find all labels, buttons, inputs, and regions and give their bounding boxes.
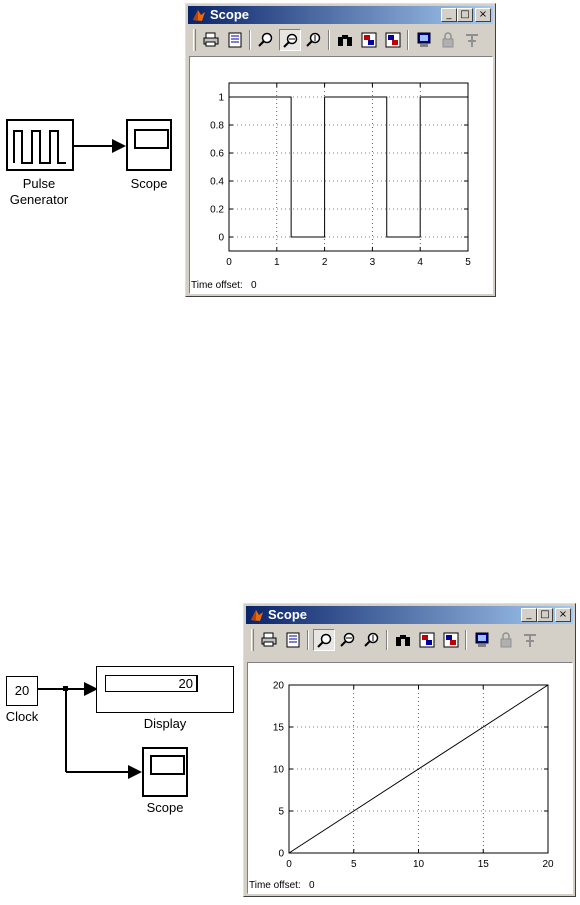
restore-axes-icon[interactable] bbox=[440, 629, 462, 651]
zoom-y-icon[interactable] bbox=[303, 29, 325, 51]
scope-label: Scope bbox=[130, 176, 168, 191]
x-tick-label: 5 bbox=[465, 257, 471, 268]
display-readout bbox=[105, 675, 198, 692]
x-tick-label: 0 bbox=[226, 257, 232, 268]
x-tick-label: 3 bbox=[369, 257, 376, 268]
x-tick-label: 5 bbox=[350, 859, 357, 870]
toolbar-grip bbox=[193, 29, 196, 51]
zoom-y-icon[interactable] bbox=[361, 629, 383, 651]
parameters-icon[interactable] bbox=[224, 29, 246, 51]
maximize-button[interactable]: □ bbox=[457, 8, 473, 22]
minimize-button[interactable]: _ bbox=[521, 608, 537, 622]
floating-scope-icon[interactable] bbox=[471, 629, 493, 651]
y-tick-label: 15 bbox=[272, 722, 284, 734]
zoom-x-icon[interactable] bbox=[279, 29, 301, 51]
scope-plot-2[interactable] bbox=[248, 663, 572, 893]
y-tick-label: 0 bbox=[218, 232, 224, 244]
plot-panel-2 bbox=[247, 662, 573, 894]
pulse-generator-block[interactable] bbox=[6, 119, 74, 171]
x-tick-label: 2 bbox=[321, 257, 328, 268]
scope-screen-icon bbox=[134, 129, 169, 149]
y-tick-label: 0.2 bbox=[210, 204, 224, 216]
x-tick-label: 0 bbox=[286, 859, 292, 870]
minimize-button[interactable]: _ bbox=[441, 8, 457, 22]
lock-axes-icon[interactable] bbox=[495, 629, 517, 651]
display-label: Display bbox=[143, 716, 187, 731]
pulse-generator-label: Pulse Generator bbox=[9, 176, 69, 207]
scope-label-2: Scope bbox=[146, 800, 184, 815]
y-tick-label: 5 bbox=[278, 806, 284, 818]
x-tick-label: 10 bbox=[412, 859, 425, 870]
y-tick-label: 20 bbox=[272, 680, 284, 692]
close-button[interactable]: × bbox=[475, 8, 491, 22]
floating-scope-icon[interactable] bbox=[413, 29, 435, 51]
zoom-icon[interactable] bbox=[313, 629, 335, 651]
parameters-icon[interactable] bbox=[282, 629, 304, 651]
print-icon[interactable] bbox=[258, 629, 280, 651]
autoscale-icon[interactable] bbox=[334, 29, 356, 51]
toolbar bbox=[188, 26, 493, 54]
display-block[interactable] bbox=[96, 666, 234, 713]
time-offset: Time offset: 0 bbox=[191, 280, 257, 291]
y-tick-label: 10 bbox=[272, 764, 284, 776]
title-bar-2[interactable] bbox=[246, 606, 573, 624]
x-tick-label: 1 bbox=[274, 257, 280, 268]
scope-block[interactable] bbox=[126, 119, 172, 171]
toolbar-grip bbox=[251, 629, 254, 651]
clock-label: Clock bbox=[5, 709, 39, 724]
x-tick-label: 15 bbox=[477, 859, 489, 870]
y-tick-label: 0 bbox=[278, 848, 284, 860]
title-bar[interactable] bbox=[188, 6, 493, 24]
plot-panel bbox=[189, 56, 493, 294]
display-value: 20 bbox=[178, 676, 193, 691]
zoom-icon[interactable] bbox=[255, 29, 277, 51]
autoscale-icon[interactable] bbox=[392, 629, 414, 651]
matlab-icon bbox=[192, 8, 206, 22]
zoom-x-icon[interactable] bbox=[337, 629, 359, 651]
save-axes-icon[interactable] bbox=[416, 629, 438, 651]
window-title-2: Scope bbox=[268, 607, 308, 622]
clock-block[interactable] bbox=[6, 676, 38, 706]
clock-value: 20 bbox=[14, 683, 30, 698]
scope-block-2[interactable] bbox=[142, 747, 188, 797]
scope-screen-icon bbox=[150, 755, 185, 775]
plot-axes bbox=[229, 83, 468, 251]
matlab-icon bbox=[250, 608, 264, 622]
restore-axes-icon[interactable] bbox=[382, 29, 404, 51]
scope-window-2 bbox=[243, 603, 576, 897]
close-button[interactable]: × bbox=[555, 608, 571, 622]
signal-selector-icon[interactable] bbox=[519, 629, 541, 651]
signal-line-1 bbox=[74, 138, 128, 154]
toolbar-2 bbox=[246, 626, 573, 654]
time-offset-2: Time offset: 0 bbox=[249, 880, 315, 891]
y-tick-label: 1 bbox=[218, 92, 224, 104]
scope-plot-1[interactable] bbox=[190, 57, 492, 293]
signal-selector-icon[interactable] bbox=[461, 29, 483, 51]
y-tick-label: 0.8 bbox=[210, 120, 224, 132]
x-tick-label: 20 bbox=[542, 859, 554, 870]
print-icon[interactable] bbox=[200, 29, 222, 51]
save-axes-icon[interactable] bbox=[358, 29, 380, 51]
y-tick-label: 0.4 bbox=[210, 176, 224, 188]
maximize-button[interactable]: □ bbox=[537, 608, 553, 622]
lock-axes-icon[interactable] bbox=[437, 29, 459, 51]
pulse-wave-icon bbox=[8, 121, 72, 169]
y-tick-label: 0.6 bbox=[210, 148, 224, 160]
window-title: Scope bbox=[210, 7, 250, 22]
scope-window bbox=[185, 3, 496, 297]
x-tick-label: 4 bbox=[417, 257, 423, 268]
